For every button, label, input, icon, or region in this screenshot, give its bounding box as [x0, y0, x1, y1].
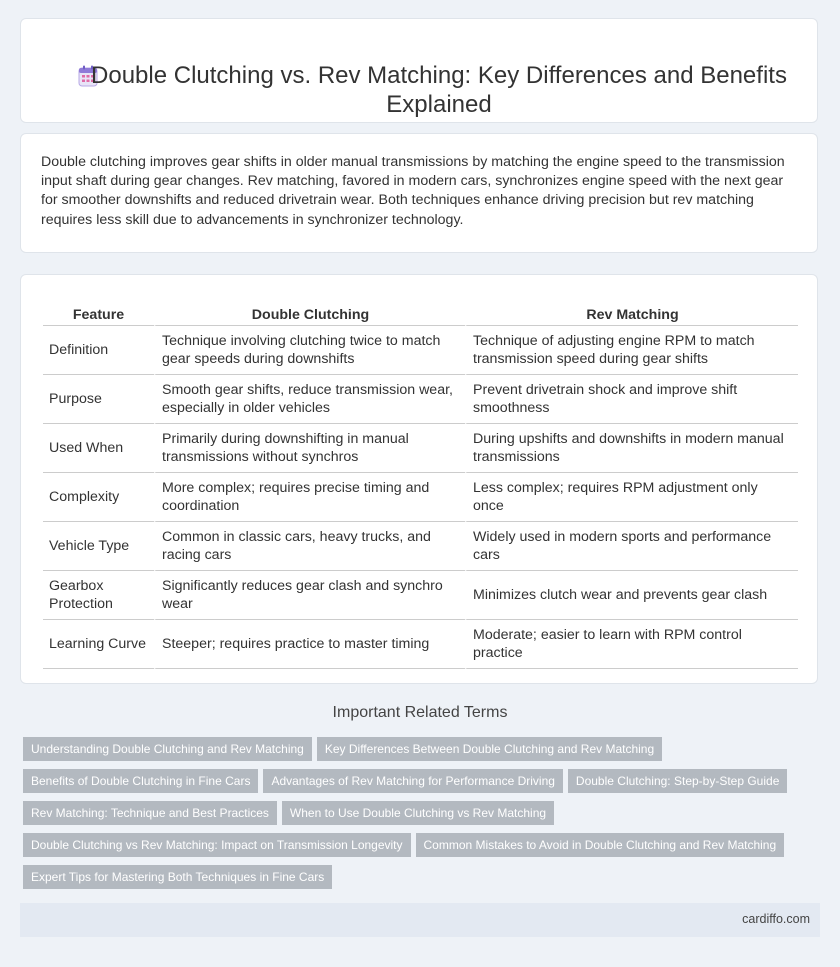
related-term-tag[interactable]: Understanding Double Clutching and Rev Matching [23, 737, 312, 761]
double-clutching-cell: More complex; requires precise timing and coordination [154, 473, 465, 522]
table-header-row [43, 293, 798, 326]
rev-matching-cell: Prevent drivetrain shock and improve shift smoothness [465, 375, 798, 424]
related-term-tag[interactable]: Rev Matching: Technique and Best Practices [23, 801, 277, 825]
related-term-tag[interactable]: Double Clutching: Step-by-Step Guide [568, 769, 787, 793]
rev-matching-cell: During upshifts and downshifts in modern manual transmissions [465, 424, 798, 473]
related-terms-title: Important Related Terms [332, 704, 508, 721]
feature-cell: Vehicle Type [43, 522, 154, 571]
intro-paragraph: Double clutching improves gear shifts in older manual transmissions by matching the engine speed to the transmission input shaft during gear changes. Rev matching, favored in modern cars, synchronizes engine speed with the next gear for smoother downshifts and reduced drivetrain wear. Both techniques enhance driving precision but rev matching requires less skill due to advancements in synchronizer technology. [41, 154, 785, 228]
double-clutching-cell: Significantly reduces gear clash and synchro wear [154, 571, 465, 620]
double-clutching-cell: Steeper; requires practice to master timing [154, 620, 465, 669]
feature-cell: Definition [43, 326, 154, 375]
table-row [43, 522, 798, 571]
rev-matching-cell: Minimizes clutch wear and prevents gear clash [465, 571, 798, 620]
table-row [43, 375, 798, 424]
feature-cell: Purpose [43, 375, 154, 424]
related-term-tag[interactable]: Common Mistakes to Avoid in Double Clutching and Rev Matching [416, 833, 785, 857]
comparison-table [43, 293, 798, 669]
related-term-tag[interactable]: Advantages of Rev Matching for Performance Driving [263, 769, 562, 793]
footer-site-link[interactable]: cardiffo.com [742, 912, 810, 926]
intro-card [20, 133, 818, 253]
feature-cell: Used When [43, 424, 154, 473]
header-rev-matching: Rev Matching [465, 293, 798, 326]
header-feature: Feature [43, 293, 154, 326]
feature-cell: Learning Curve [43, 620, 154, 669]
page-title: Double Clutching vs. Rev Matching: Key Differences and Benefits Explained [91, 62, 787, 118]
related-term-tag[interactable]: Key Differences Between Double Clutching and Rev Matching [317, 737, 662, 761]
header-double-clutching: Double Clutching [154, 293, 465, 326]
double-clutching-cell: Common in classic cars, heavy trucks, and racing cars [154, 522, 465, 571]
related-term-tag[interactable]: Expert Tips for Mastering Both Techniques in Fine Cars [23, 865, 332, 889]
table-row [43, 424, 798, 473]
table-row [43, 620, 798, 669]
rev-matching-cell: Moderate; easier to learn with RPM control practice [465, 620, 798, 669]
rev-matching-cell: Widely used in modern sports and performance cars [465, 522, 798, 571]
double-clutching-cell: Primarily during downshifting in manual transmissions without synchros [154, 424, 465, 473]
comparison-card [20, 274, 818, 684]
double-clutching-cell: Smooth gear shifts, reduce transmission wear, especially in older vehicles [154, 375, 465, 424]
double-clutching-cell: Technique involving clutching twice to match gear speeds during downshifts [154, 326, 465, 375]
footer [20, 903, 820, 937]
feature-cell: Gearbox Protection [43, 571, 154, 620]
related-term-tag[interactable]: Benefits of Double Clutching in Fine Cars [23, 769, 258, 793]
rev-matching-cell: Less complex; requires RPM adjustment only once [465, 473, 798, 522]
related-term-tag[interactable]: Double Clutching vs Rev Matching: Impact on Transmission Longevity [23, 833, 411, 857]
related-term-tag[interactable]: When to Use Double Clutching vs Rev Matching [282, 801, 554, 825]
feature-cell: Complexity [43, 473, 154, 522]
related-terms-list [23, 737, 803, 897]
rev-matching-cell: Technique of adjusting engine RPM to match transmission speed during gear shifts [465, 326, 798, 375]
table-row [43, 571, 798, 620]
header-card [20, 18, 818, 123]
table-row [43, 473, 798, 522]
table-row [43, 326, 798, 375]
